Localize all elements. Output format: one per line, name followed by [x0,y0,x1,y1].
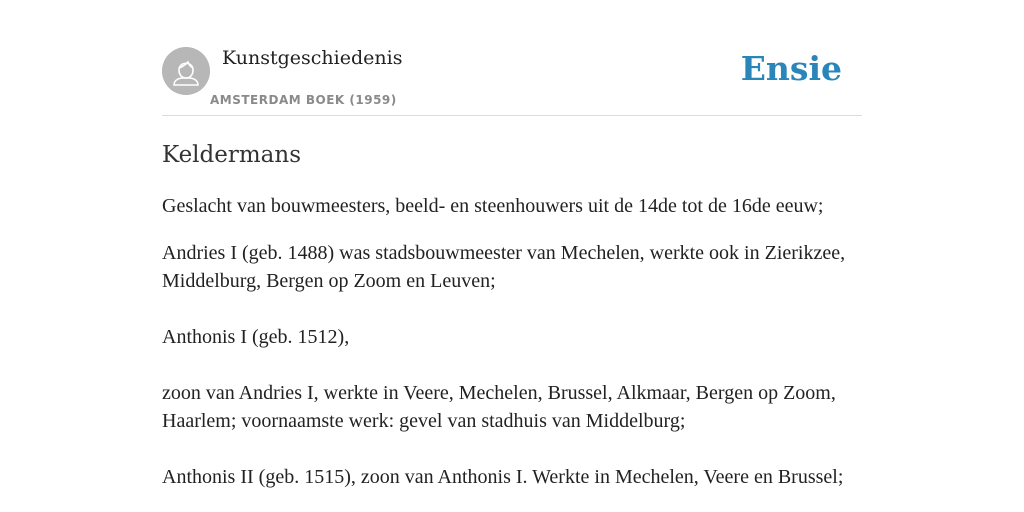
paragraph: zoon van Andries I, werkte in Veere, Mechelen, Brussel, Alkmaar, Bergen op Zoom, Haarlem; voornaamste werk: gevel van stadhuis van Middelburg; [162,382,836,432]
article-title: Keldermans [162,142,301,168]
paragraph: Andries I (geb. 1488) was stadsbouwmeester van Mechelen, werkte ook in Zierikzee, Middelburg, Bergen op Zoom en Leuven; [162,242,846,292]
brand-logo[interactable]: Ensie [740,49,842,88]
paragraph: Anthonis I (geb. 1512), [162,326,350,348]
article-body [162,192,864,491]
article-header [162,46,862,116]
source-label[interactable]: AMSTERDAM BOEK (1959) [210,93,397,107]
category-link[interactable]: Kunstgeschiedenis [222,47,403,69]
paragraph: Anthonis II (geb. 1515), zoon van Anthonis I. Werkte in Mechelen, Veere en Brussel; [162,466,844,488]
user-icon[interactable] [162,47,210,95]
paragraph: Geslacht van bouwmeesters, beeld- en steenhouwers uit de 14de tot de 16de eeuw; [162,195,824,217]
